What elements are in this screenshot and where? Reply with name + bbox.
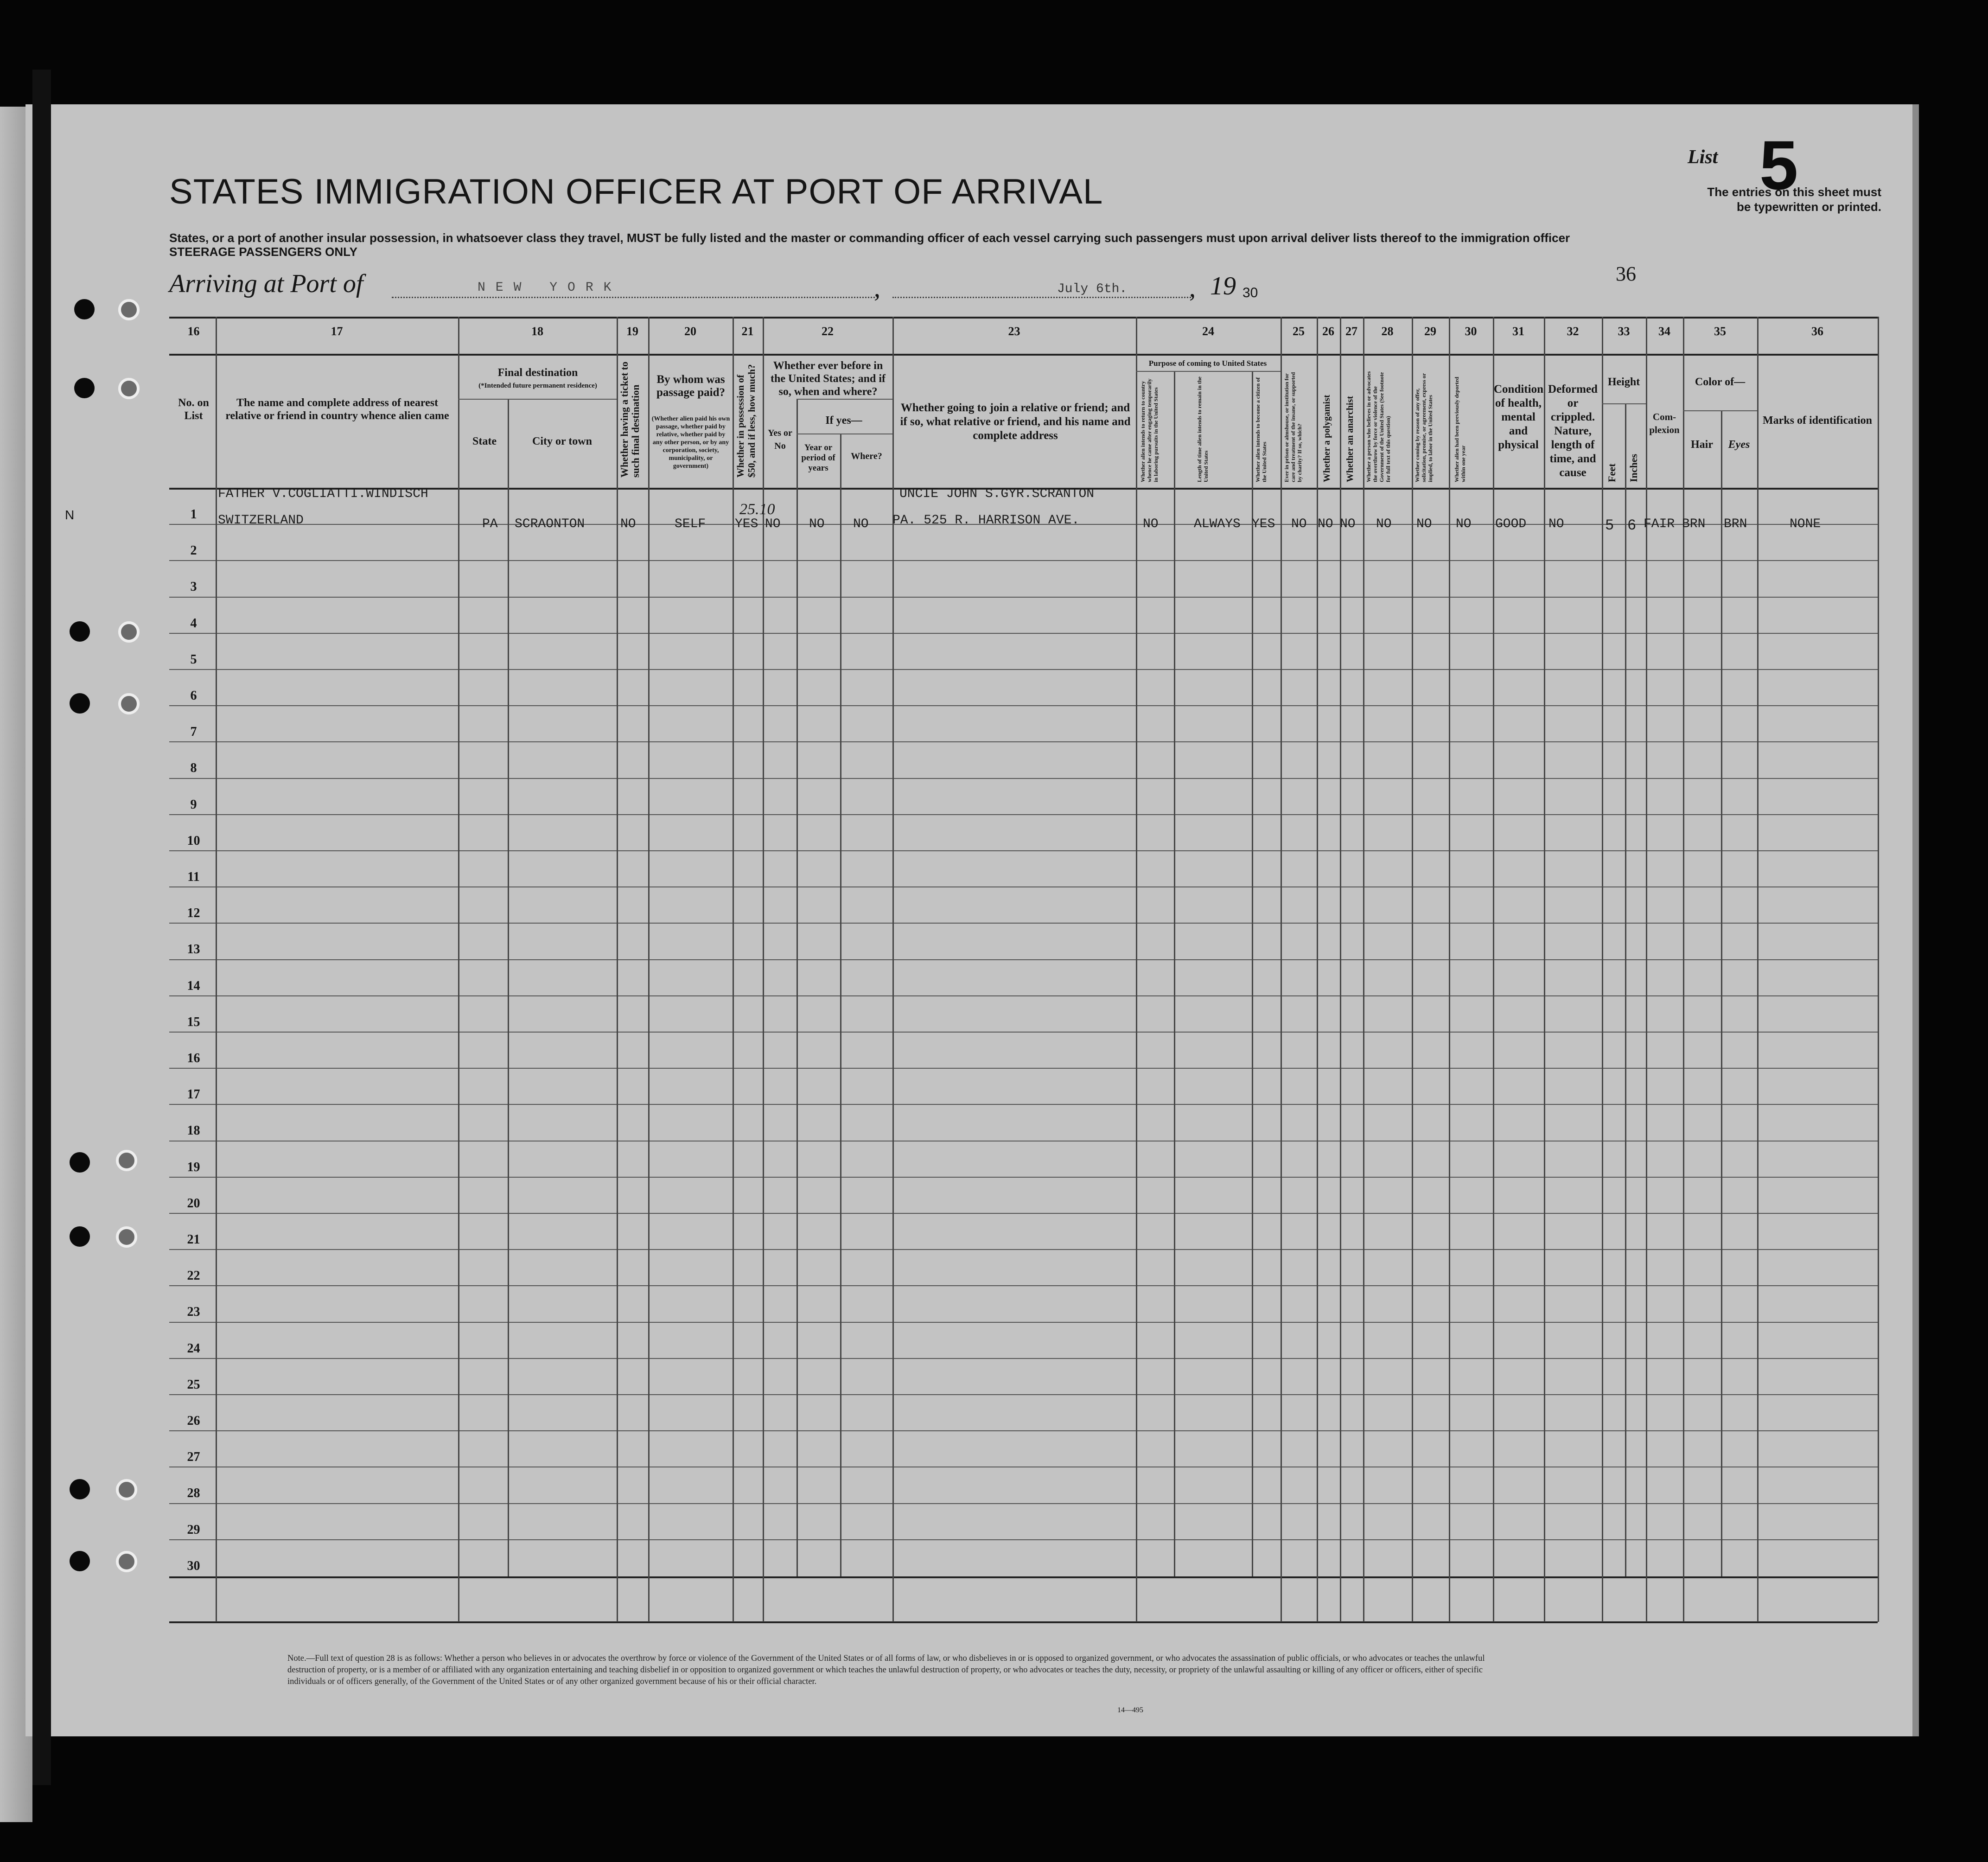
row-rule [169, 886, 1878, 887]
row-rule [169, 850, 1878, 851]
rule [796, 399, 892, 400]
entry-state: PA [482, 517, 498, 531]
punch-hole [116, 1551, 137, 1572]
header-eyes: Eyes [1728, 439, 1750, 451]
entry-ticket: NO [620, 517, 636, 531]
entry-relative-line2: SWITZERLAND [218, 513, 304, 528]
col-number: 17 [331, 325, 343, 338]
col-divider [733, 317, 734, 1622]
header-hair: Hair [1691, 439, 1713, 451]
row-rule [169, 1032, 1878, 1033]
rule [1136, 371, 1281, 372]
col-divider [1757, 317, 1759, 1622]
col-number: 30 [1465, 325, 1477, 338]
entry-joining-line2: PA. 525 R. HARRISON AVE. [892, 513, 1080, 528]
entry-city: SCRAONTON [515, 517, 585, 531]
year-prefix: 19 [1210, 272, 1236, 300]
entry-complexion: FAIR [1644, 517, 1675, 531]
punch-hole [74, 299, 95, 319]
entry-year: NO [809, 517, 825, 531]
row-number: 23 [187, 1305, 200, 1320]
row-rule [169, 814, 1878, 815]
row-rule [169, 1503, 1878, 1504]
entries-note-line-2: be typewritten or printed. [1736, 200, 1881, 214]
row-number: 18 [187, 1123, 200, 1138]
row-number: 22 [187, 1269, 200, 1283]
row-number: 24 [187, 1341, 200, 1356]
row-rule [169, 1068, 1878, 1069]
row-number: 30 [187, 1558, 200, 1573]
year-suffix: 30 [1242, 285, 1258, 300]
col-number: 31 [1512, 325, 1524, 338]
entries-note [1707, 185, 1881, 214]
header-deformed: Deformed or crippled. Nature, length of time, and cause [1548, 383, 1598, 479]
punch-hole [70, 1226, 90, 1247]
row-number: 8 [190, 761, 197, 776]
punch-hole [70, 1551, 90, 1571]
header-passage-paid: By whom was passage paid? [656, 373, 725, 399]
row-rule [169, 995, 1878, 996]
row-rule [169, 633, 1878, 634]
entry-return: NO [1143, 517, 1159, 531]
margin-mark: N [65, 508, 75, 522]
entry-inches: 6 [1627, 517, 1637, 534]
col-divider [796, 399, 798, 1576]
col-divider [1363, 317, 1364, 1622]
entry-length: ALWAYS [1194, 517, 1241, 531]
entry-marks: NONE [1790, 517, 1821, 531]
col-divider [648, 317, 650, 1622]
row-number: 2 [190, 543, 197, 558]
entry-before-in-us: NO [765, 517, 781, 531]
row-rule [169, 1104, 1878, 1105]
arriving-label: Arriving at Port of [169, 269, 363, 298]
col-number: 23 [1008, 325, 1020, 338]
header-anarchist: Whether an anarchist [1345, 396, 1355, 482]
row-number: 13 [187, 942, 200, 957]
col-divider [840, 434, 841, 1576]
binding-spine [32, 70, 51, 1785]
col-number: 29 [1424, 325, 1436, 338]
header-money: Whether in possession of $50, and if less, how much? [735, 364, 757, 478]
header-length: Length of time alien intends to remain in the United States [1196, 376, 1209, 482]
row-rule [169, 1430, 1878, 1431]
col-divider [617, 317, 618, 1622]
form-title: STATES IMMIGRATION OFFICER AT PORT OF ARRIVAL [169, 172, 1103, 211]
punch-hole [116, 1150, 137, 1171]
row-number: 26 [187, 1414, 200, 1428]
row-rule [169, 1285, 1878, 1286]
entry-eyes: BRN [1724, 517, 1747, 531]
row-number: 29 [187, 1522, 200, 1537]
entry-passage-paid: SELF [675, 517, 706, 531]
header-purpose: Purpose of coming to United States [1148, 359, 1267, 368]
form-number: 14—495 [1117, 1706, 1143, 1714]
header-return: Whether alien intends to return to country whence he came after engaging temporarily in laboring pursuits in the United States [1140, 378, 1159, 482]
header-joining: Whether going to join a relative or friend; and if so, what relative or friend, and his name and complete address [900, 402, 1131, 442]
entry-q28: NO [1376, 517, 1392, 531]
row-rule [169, 778, 1878, 779]
col-divider [458, 317, 459, 1622]
header-final-destination: Final destination [497, 367, 578, 379]
header-no-on-list: No. on List [178, 397, 209, 422]
header-q29: Whether coming by reason of any offer, solicitation, promise, or agreement, express or implied, to labor in the United States [1414, 373, 1434, 482]
row-rule [169, 741, 1878, 742]
punch-hole [118, 693, 140, 714]
col-number: 33 [1618, 325, 1630, 338]
passenger-class: STEERAGE PASSENGERS ONLY [169, 245, 357, 259]
row-number: 5 [190, 652, 197, 667]
row-rule [169, 923, 1878, 924]
row-number: 27 [187, 1450, 200, 1465]
row-number: 11 [187, 870, 200, 884]
sheet-number: 36 [1616, 262, 1636, 285]
row-number: 14 [187, 978, 200, 993]
header-feet: Feet [1606, 463, 1618, 482]
punch-hole [116, 1479, 137, 1500]
col-number: 35 [1714, 325, 1726, 338]
col-number: 25 [1293, 325, 1305, 338]
entry-hair: BRN [1682, 517, 1706, 531]
punch-hole [70, 1479, 90, 1499]
rule [169, 1576, 1878, 1578]
row-rule [169, 1213, 1878, 1214]
punch-hole [118, 299, 140, 320]
punch-hole [118, 621, 140, 643]
col-divider [1174, 371, 1175, 1576]
col-number: 22 [822, 325, 834, 338]
col-divider [1683, 317, 1684, 1622]
col-divider [1340, 317, 1341, 1622]
entry-q29: NO [1416, 517, 1432, 531]
row-rule [169, 705, 1878, 706]
row-number: 12 [187, 906, 200, 921]
entry-money: YES [735, 517, 758, 531]
row-rule [169, 1539, 1878, 1540]
header-prison: Ever in prison or almshouse, or institution for care and treatment of the insane, or supported by charity? If so, which? [1283, 372, 1303, 482]
col-divider [1136, 317, 1137, 1622]
header-citizen: Whether alien intends to become a citizen of the United States [1255, 377, 1268, 482]
row-rule [169, 560, 1878, 561]
comma: , [874, 274, 880, 303]
col-number: 36 [1811, 325, 1823, 338]
col-divider [1544, 317, 1545, 1622]
col-divider [1721, 410, 1722, 1576]
row-number: 6 [190, 689, 197, 703]
header-marks: Marks of identification [1763, 414, 1872, 427]
header-relative-address: The name and complete address of nearest relative or friend in country whence alien came [225, 397, 449, 422]
row-number: 16 [187, 1051, 200, 1065]
rule [1683, 410, 1757, 411]
form-subtitle: States, or a port of another insular possession, in whatsoever class they travel, MUST be fully listed and the master or commanding officer of each vessel carrying such passengers must upon arrival deliver lists thereof to the immigration officer [169, 231, 1570, 245]
row-number: 1 [190, 507, 197, 522]
header-where: Where? [851, 451, 882, 461]
rule [458, 399, 617, 400]
entries-note-line-1: The entries on this sheet must [1707, 185, 1881, 199]
row-rule [169, 1394, 1878, 1395]
header-height: Height [1607, 376, 1640, 388]
header-final-destination-note: (*Intended future permanent residence) [478, 382, 597, 389]
comma: , [1189, 274, 1196, 303]
header-q28: Whether a person who believes in or advocates the overthrow by force or violence of the Government of the United States (See footnote for full text of this question) [1365, 371, 1391, 482]
col-number: 34 [1658, 325, 1670, 338]
entry-prison: NO [1291, 517, 1307, 531]
col-number: 24 [1202, 325, 1214, 338]
arrival-date: July 6th. [1057, 282, 1128, 296]
row-rule [169, 1322, 1878, 1323]
row-number: 21 [187, 1232, 200, 1247]
row-number: 20 [187, 1196, 200, 1211]
col-divider [1449, 317, 1450, 1622]
punch-hole [74, 378, 95, 398]
row-number: 17 [187, 1087, 200, 1102]
row-number: 3 [190, 580, 197, 594]
date-line [892, 297, 1194, 298]
row-rule [169, 1249, 1878, 1250]
header-inches: Inches [1628, 453, 1639, 482]
entry-feet: 5 [1605, 517, 1614, 534]
col-number: 32 [1567, 325, 1579, 338]
col-divider [1493, 317, 1494, 1622]
header-q30: Whether alien had been previously deported within one year [1453, 376, 1466, 482]
header-passage-paid-note: (Whether alien paid his own passage, whether paid by relative, whether paid by any other person, or by any corporation, society, municipality, or government) [651, 415, 730, 470]
col-number: 26 [1322, 325, 1334, 338]
row-number: 10 [187, 833, 200, 848]
entry-deformed: NO [1548, 517, 1564, 531]
header-before-in-us: Whether ever before in the United States; and if so, when and where? [770, 360, 886, 398]
entry-polygamist: NO [1318, 517, 1333, 531]
col-number: 20 [684, 325, 696, 338]
entry-q30: NO [1456, 517, 1472, 531]
header-year: Year or period of years [801, 443, 835, 473]
entry-joining-line1: UNCIE JOHN S.GYR.SCRANTON [899, 487, 1095, 501]
row-number: 25 [187, 1377, 200, 1392]
punch-hole [116, 1226, 137, 1248]
row-rule [169, 597, 1878, 598]
entry-money-annotation: 25.10 [739, 501, 775, 518]
col-number: 21 [741, 325, 754, 338]
port-value: NEW YORK [478, 281, 622, 295]
row-rule [169, 669, 1878, 670]
col-divider [508, 399, 509, 1576]
header-color: Color of— [1695, 376, 1746, 388]
list-label: List [1688, 147, 1718, 168]
entry-citizen: YES [1252, 517, 1275, 531]
header-if-yes: If yes— [825, 414, 862, 427]
col-divider [1878, 317, 1879, 1622]
header-complexion: Com-plexion [1649, 411, 1680, 435]
col-divider [1602, 317, 1603, 1622]
col-divider [1252, 371, 1253, 1576]
entry-health: GOOD [1495, 517, 1527, 531]
entry-anarchist: NO [1340, 517, 1356, 531]
list-number: 5 [1759, 126, 1798, 204]
row-number: 28 [187, 1486, 200, 1501]
col-divider [1646, 317, 1647, 1622]
punch-hole [70, 693, 90, 714]
header-polygamist: Whether a polygamist [1322, 395, 1332, 482]
col-number: 19 [626, 325, 638, 338]
col-number: 27 [1345, 325, 1357, 338]
punch-hole [70, 1152, 90, 1173]
rule [1602, 403, 1646, 404]
row-rule [169, 1358, 1878, 1359]
col-number: 28 [1381, 325, 1394, 338]
col-divider [892, 317, 894, 1622]
row-number: 15 [187, 1014, 200, 1029]
entry-where: NO [853, 517, 869, 531]
col-divider [1317, 317, 1318, 1622]
entry-relative-line1: FATHER V.COGLIATTI.WINDISCH [218, 487, 428, 501]
row-number: 7 [190, 725, 197, 740]
port-line [392, 297, 879, 298]
manifest-table [169, 317, 1878, 1623]
row-number: 9 [190, 797, 197, 812]
header-state: State [472, 435, 497, 447]
row-rule [169, 959, 1878, 960]
col-divider [216, 317, 217, 1622]
punch-hole [70, 621, 90, 642]
col-divider [1412, 317, 1413, 1622]
row-number: 4 [190, 616, 197, 631]
rule [169, 354, 1878, 356]
row-rule [169, 1177, 1878, 1178]
footnote: Note.—Full text of question 28 is as follows: Whether a person who believes in or advocates the overthrow by force or violence of the Government of the United States or of all forms of law, or who disbelieves in or is opposed to organized government, or who advocates the assassination of public officials, or who advocates or teaches the unlawful destruction of property, or is a member of or affiliated with any organization entertaining and teaching disbelief in or opposition to organized government or which teaches the unlawful destruction of property, or who advocates or teaches the duty, necessity, or propriety of the unlawful assaulting or killing of any officer or officers, either of specific individuals or of officers generally, of the Government of the United States or of any other organized government because of his or their official character. [287, 1654, 1485, 1686]
row-number: 19 [187, 1160, 200, 1174]
col-divider [1281, 317, 1282, 1622]
header-ticket: Whether having a ticket to such final destination [618, 361, 641, 478]
col-number: 16 [187, 325, 200, 338]
punch-hole [118, 378, 140, 399]
col-divider [1625, 403, 1626, 1576]
col-number: 18 [531, 325, 543, 338]
header-health: Condition of health, mental and physical [1494, 383, 1543, 451]
header-city: City or town [532, 435, 592, 447]
header-yes-no: Yes or No [768, 428, 792, 451]
